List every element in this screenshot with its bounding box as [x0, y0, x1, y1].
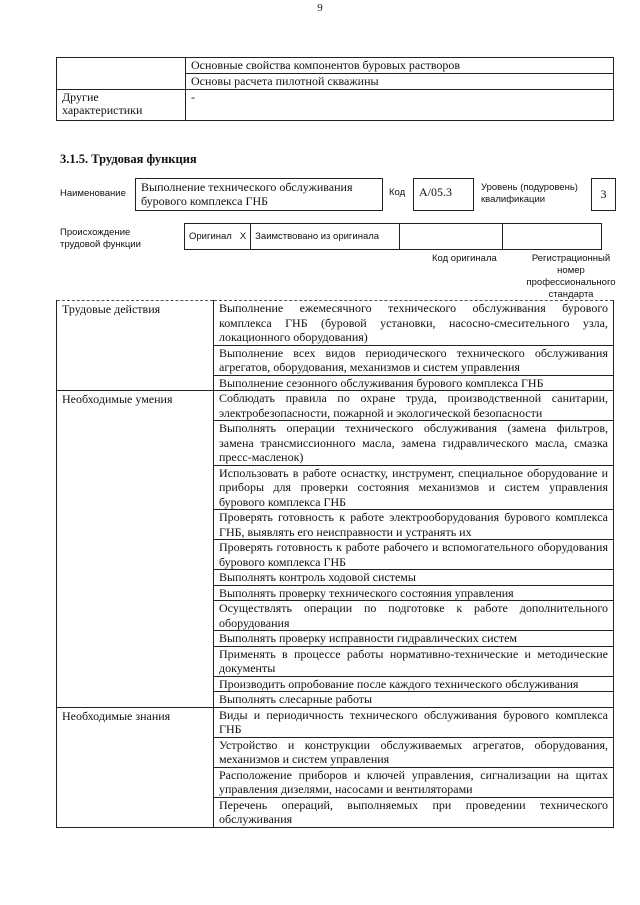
item-cell: Соблюдать правила по охране труда, производственной санитарии, электробезопасности, пожарной и экологической безопасности [214, 391, 614, 421]
level-label: Уровень (подуровень) квалификации [481, 182, 578, 205]
name-label: Наименование [60, 188, 126, 199]
table-row [57, 90, 614, 121]
item-cell: Выполнять контроль ходовой системы [214, 570, 614, 586]
reg-number-cell [503, 224, 602, 250]
item-cell: Выполнять проверку технического состояния управления [214, 585, 614, 601]
category-cell [57, 58, 186, 90]
item-cell: Выполнение ежемесячного технического обслуживания бурового комплекса ГНБ (буровой установки, насосно-смесительного узла, локационного оборудования) [214, 301, 614, 346]
labor-function-table [56, 300, 614, 828]
code-label: Код [389, 187, 406, 198]
origin-table [184, 223, 602, 250]
original-mark: X [236, 224, 251, 250]
category-cell: Другие характеристики [57, 90, 186, 121]
category-cell: Необходимые знания [57, 707, 214, 827]
origin-label: Происхождение трудовой функции [60, 227, 141, 250]
original-label: Оригинал [185, 224, 236, 250]
category-cell: Трудовые действия [57, 301, 214, 391]
level-value: 3 [591, 178, 616, 211]
reg-number-caption: Регистрационный номер профессионального стандарта [526, 253, 616, 300]
item-cell: Применять в процессе работы нормативно-технические и методические документы [214, 646, 614, 676]
item-cell: Выполнять проверку исправности гидравлических систем [214, 631, 614, 647]
item-cell: Виды и периодичность технического обслуживания бурового комплекса ГНБ [214, 707, 614, 737]
item-cell: Основы расчета пилотной скважины [186, 74, 614, 90]
item-cell: Использовать в работе оснастку, инструмент, специальное оборудование и приборы для проверки состояния механизмов и систем управления бурового комплекса ГНБ [214, 465, 614, 510]
code-value: A/05.3 [413, 178, 474, 211]
code-original-caption: Код оригинала [432, 253, 497, 264]
code-original-cell [400, 224, 503, 250]
item-cell: Расположение приборов и ключей управления, сигнализации на щитах управления дизелями, насосами и вентиляторами [214, 767, 614, 797]
top-continuation-table [56, 57, 614, 121]
item-cell: - [186, 90, 614, 121]
item-cell: Осуществлять операции по подготовке к работе дополнительного оборудования [214, 601, 614, 631]
table-row [57, 301, 614, 346]
item-cell: Проверять готовность к работе электрооборудования бурового комплекса ГНБ, выявлять его неисправности и устранять их [214, 510, 614, 540]
item-cell: Перечень операций, выполняемых при проведении технического обслуживания [214, 797, 614, 827]
item-cell: Устройство и конструкции обслуживаемых агрегатов, оборудования, механизмов и систем управления [214, 737, 614, 767]
category-cell: Необходимые умения [57, 391, 214, 708]
item-cell: Выполнение всех видов периодического технического обслуживания агрегатов, оборудования, механизмов и систем управления [214, 345, 614, 375]
section-title: 3.1.5. Трудовая функция [60, 152, 197, 166]
item-cell: Выполнять слесарные работы [214, 692, 614, 708]
table-row [57, 391, 614, 421]
table-row [57, 707, 614, 737]
page-number: 9 [317, 2, 323, 14]
item-cell: Основные свойства компонентов буровых растворов [186, 58, 614, 74]
item-cell: Производить опробование после каждого технического обслуживания [214, 676, 614, 692]
item-cell: Выполнение сезонного обслуживания бурового комплекса ГНБ [214, 375, 614, 391]
table-row [57, 58, 614, 74]
borrowed-label: Заимствовано из оригинала [251, 224, 400, 250]
name-value: Выполнение технического обслуживания бурового комплекса ГНБ [135, 178, 383, 211]
table-row [185, 224, 602, 250]
item-cell: Проверять готовность к работе рабочего и вспомогательного оборудования бурового комплекса ГНБ [214, 540, 614, 570]
item-cell: Выполнять операции технического обслуживания (замена фильтров, замена трансмиссионного масла, замена гидравлического масла, смазка пресс-масленок) [214, 421, 614, 466]
